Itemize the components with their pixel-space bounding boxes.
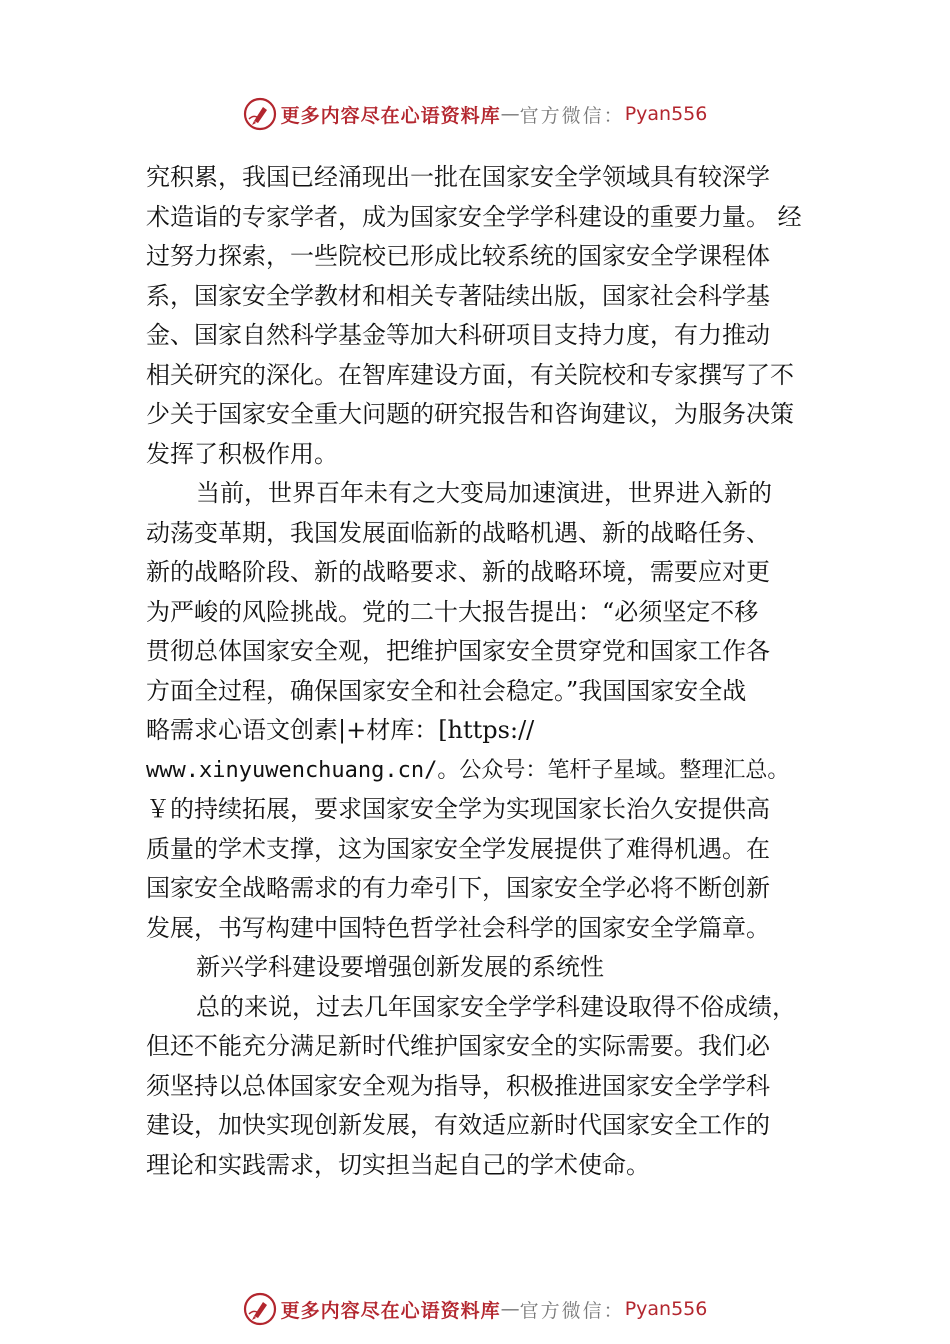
text-line: 过努力探索，一些院校已形成比较系统的国家安全学课程体 [146,242,770,270]
section-heading: 新兴学科建设要增强创新发展的系统性 [196,953,604,981]
header-wechat-label: 官方微信： [519,104,625,127]
footer-wechat-label: 官方微信： [519,1299,625,1322]
footer-brand-text: 更多内容尽在心语资料库 [280,1299,501,1322]
text-line: 方面全过程，确保国家安全和社会稳定。”我国国家安全战 [146,676,747,705]
text-line: 术造诣的专家学者，成为国家安全学学科建设的重要力量。 经 [146,202,802,231]
paragraph-start-line: 当前，世界百年未有之大变局加速演进，世界进入新的 [196,479,772,507]
text-line: 但还不能充分满足新时代维护国家安全的实际需要。我们必 [146,1032,770,1060]
text-line: 国家安全战略需求的有力牵引下，国家安全学必将不断创新 [146,874,770,902]
document-body [146,158,836,1185]
text-line: 质量的学术支撑，这为国家安全学发展提供了难得机遇。在 [146,834,770,863]
text-line: 系，国家安全学教材和相关专著陆续出版，国家社会科学基 [146,281,770,310]
text-line: 贯彻总体国家安全观，把维护国家安全贯穿党和国家工作各 [146,637,770,665]
text-line: 发展，书写构建中国特色哲学社会科学的国家安全学篇章。 [146,913,770,942]
text-line: 建设，加快实现创新发展，有效适应新时代国家安全工作的 [146,1111,770,1139]
pen-nib-logo-icon [243,1292,277,1326]
text-line: 少关于国家安全重大问题的研究报告和咨询建议，为服务决策 [146,400,794,428]
pen-nib-logo-icon [243,97,277,131]
text-line: 金、国家自然科学基金等加大科研项目支持力度，有力推动 [146,321,770,349]
text-line: 究积累，我国已经涌现出一批在国家安全学领域具有较深学 [146,163,770,191]
text-line-url: www.xinyuwenchuang.cn/。公众号：笔杆子星域。整理汇总。 [146,757,790,783]
text-line: 相关研究的深化。在智库建设方面，有关院校和专家撰写了不 [146,360,794,389]
text-line: 新的战略阶段、新的战略要求、新的战略环境，需要应对更 [146,558,770,586]
header-brand-text: 更多内容尽在心语资料库 [280,104,501,127]
text-line: ￥的持续拓展，要求国家安全学为实现国家长治久安提供高 [146,795,770,823]
text-line: 发挥了积极作用。 [146,439,338,468]
footer-wechat-id: Pyan556 [624,1298,708,1320]
text-line: 略需求心语文创素|+材库：[https:// [146,716,535,744]
text-line: 理论和实践需求，切实担当起自己的学术使命。 [146,1150,650,1179]
paragraph-start-line: 总的来说，过去几年国家安全学学科建设取得不俗成绩， [196,992,796,1021]
text-line: 须坚持以总体国家安全观为指导，积极推进国家安全学学科 [146,1071,770,1100]
header-separator: — [500,103,520,125]
header-banner [0,94,950,134]
text-line: 为严峻的风险挑战。党的二十大报告提出：“必须坚定不移 [146,597,759,626]
text-line: 动荡变革期，我国发展面临新的战略机遇、新的战略任务、 [146,518,770,547]
footer-banner [0,1289,950,1329]
header-wechat-id: Pyan556 [624,103,708,125]
footer-separator: — [500,1298,520,1320]
